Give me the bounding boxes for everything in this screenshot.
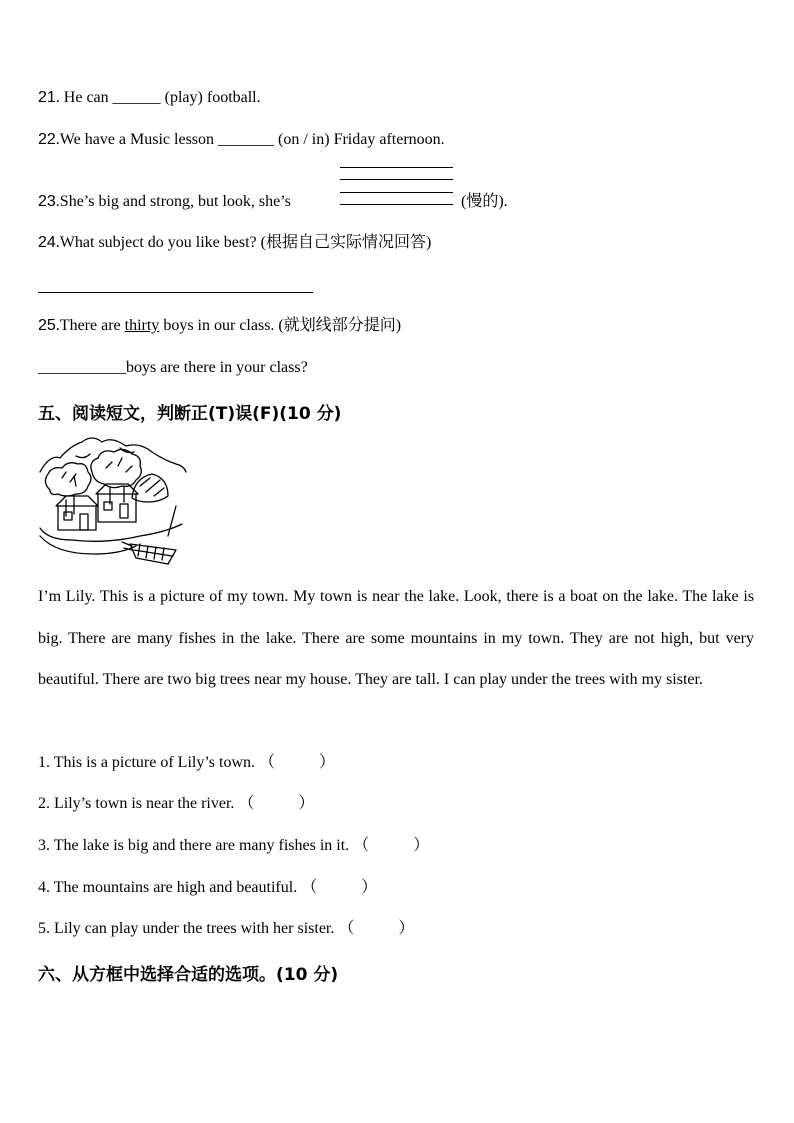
question-21 xyxy=(38,88,261,108)
question-23-hint: (慢的). xyxy=(461,193,508,210)
answer-parentheses[interactable]: （ ） xyxy=(338,920,415,937)
answer-blank[interactable]: _______ xyxy=(218,131,275,148)
question-22 xyxy=(38,130,445,150)
section-5-heading: 五、阅读短文，判断正(T)误(F)(10 分) xyxy=(38,404,342,424)
question-25-answer xyxy=(38,358,308,378)
question-text-after: (play) football. xyxy=(160,89,261,106)
question-number: 23 xyxy=(38,193,56,210)
question-text-after: (on / in) Friday afternoon. xyxy=(274,131,445,148)
question-text-before: . He can xyxy=(55,89,109,106)
tf-item-text: 3. The lake is big and there are many fishes in it. xyxy=(38,837,350,854)
tf-item-text: 4. The mountains are high and beautiful. xyxy=(38,879,298,896)
question-number: 21 xyxy=(38,89,56,106)
tf-item xyxy=(38,919,414,939)
answer-parentheses[interactable]: （ ） xyxy=(301,879,378,896)
question-text-before: .We have a Music lesson xyxy=(55,131,219,148)
question-text-before: .She’s big and strong, but look, she’s xyxy=(55,193,291,210)
tf-item-text: 2. Lily’s town is near the river. xyxy=(38,795,235,812)
answer-line[interactable] xyxy=(38,292,313,293)
tf-item-text: 5. Lily can play under the trees with her sister. xyxy=(38,920,335,937)
answer-parentheses[interactable]: （ ） xyxy=(353,837,430,854)
town-illustration xyxy=(36,432,192,568)
handwriting-line xyxy=(340,192,453,193)
reading-passage: I’m Lily. This is a picture of my town. My town is near the lake. Look, there is a boat on the lake. The lake is big. There are many fishes in the lake. There are some mountains in my town. They are not high, but very beautiful. There are two big trees near my house. They are tall. I can play under the trees with my sister. xyxy=(38,588,754,688)
tf-item xyxy=(38,753,335,773)
question-number: 22 xyxy=(38,131,56,148)
tf-item xyxy=(38,794,314,814)
underlined-word: thirty xyxy=(124,317,160,334)
tf-item-text: 1. This is a picture of Lily’s town. xyxy=(38,754,256,771)
tf-item xyxy=(38,878,377,898)
handwriting-line xyxy=(340,167,453,168)
question-24 xyxy=(38,233,431,253)
question-25 xyxy=(38,316,401,336)
question-text-before: .There are xyxy=(55,317,125,334)
answer-text: boys are there in your class? xyxy=(126,359,308,376)
answer-blank[interactable]: ___________ xyxy=(38,359,126,376)
question-text: .What subject do you like best? (根据自己实际情况回答) xyxy=(55,234,432,251)
handwriting-line xyxy=(340,179,453,180)
question-text-after: boys in our class. (就划线部分提问) xyxy=(159,317,402,334)
section-6-heading: 六、从方框中选择合适的选项。(10 分) xyxy=(38,965,339,985)
answer-blank[interactable]: ______ xyxy=(112,89,161,106)
answer-parentheses[interactable]: （ ） xyxy=(259,754,336,771)
question-number: 24 xyxy=(38,234,56,251)
handwriting-line[interactable] xyxy=(340,204,453,205)
question-number: 25 xyxy=(38,317,56,334)
tf-item xyxy=(38,836,429,856)
question-23 xyxy=(38,192,291,212)
answer-parentheses[interactable]: （ ） xyxy=(238,795,315,812)
